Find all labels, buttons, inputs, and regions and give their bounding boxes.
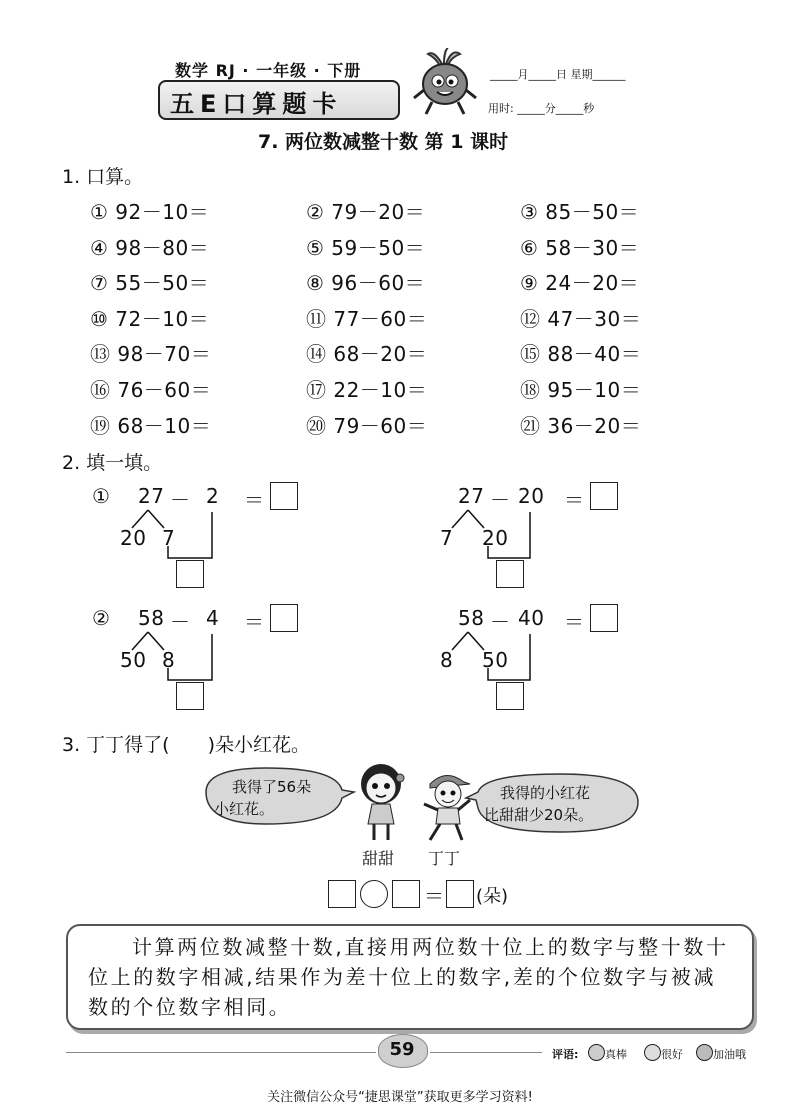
rating-face-good-icon[interactable] (644, 1044, 661, 1061)
section3-title: 3. 丁丁得了( )朵小红花。 (62, 734, 310, 756)
unit-label: (朵) (476, 886, 509, 907)
rating-label: 评语: (552, 1048, 579, 1061)
tip-text-content: 计算两位数减整十数,直接用两位数十位上的数字与整十数十位上的数字相减,结果作为差十位上的数字,差的个位数字与被减数的个位数字相同。 (88, 935, 729, 1019)
minus-sign: － (490, 610, 511, 634)
oral-calc-item: ⑯ 76－60＝ (90, 378, 212, 402)
subtrahend: 2 (206, 484, 220, 508)
minus-sign: － (490, 488, 511, 512)
result-box[interactable] (270, 482, 298, 510)
oral-calc-item: ⑩ 72－10＝ (90, 306, 210, 331)
split-part-right: 50 (482, 648, 509, 672)
footer-rule-right (430, 1052, 542, 1053)
oral-calc-item: ⑮ 88－40＝ (520, 342, 642, 367)
promo-text: 关注微信公众号“捷思课堂”获取更多学习资料! (267, 1090, 533, 1105)
oral-calc-item: ⑳ 79－60＝ (306, 413, 428, 438)
problem-marker-2: ② (92, 606, 111, 630)
minuend: 27 (138, 484, 165, 508)
oral-calc-item: ⑨ 24－20＝ (520, 271, 640, 296)
oral-calc-item: ⑧ 96－60＝ (306, 271, 426, 296)
split-connector-lines (440, 628, 580, 688)
rating-try-harder: 加油哦 (713, 1048, 746, 1061)
split-part-left: 20 (120, 526, 147, 550)
minuend: 58 (138, 606, 165, 630)
minuend: 58 (458, 606, 485, 630)
oral-calc-item: ② 79－20＝ (306, 200, 426, 224)
card-title: 五E口算题卡 (170, 90, 343, 118)
answer-box-3[interactable] (446, 880, 474, 908)
page-number: 59 (389, 1039, 415, 1060)
operator-circle[interactable] (360, 880, 388, 908)
bubble-left-line2: 小红花。 (214, 800, 275, 818)
oral-calc-item: ⑫ 47－30＝ (520, 306, 642, 331)
bubble-left-text (214, 776, 311, 820)
rating-good: 很好 (661, 1048, 683, 1061)
oral-calc-item: ⑬ 98－70＝ (90, 342, 212, 367)
section2-title: 2. 填一填。 (62, 452, 163, 474)
equals-sign: ＝ (244, 610, 265, 634)
rating-face-try-icon[interactable] (696, 1044, 713, 1061)
subject-label: 数学 RJ · 一年级 · 下册 (175, 61, 362, 80)
date-line: _____月_____日 星期______ (490, 68, 626, 81)
boy-dingding-icon (416, 770, 476, 842)
oral-calc-item: ④ 98－80＝ (90, 235, 210, 260)
footer-rule-left (66, 1052, 376, 1053)
oral-calc-item: ⑰ 22－10＝ (306, 378, 428, 402)
subtrahend: 40 (518, 606, 545, 630)
bubble-right-line1: 我得的小红花 (500, 784, 591, 802)
split-part-left: 7 (440, 526, 454, 550)
split-part-left: 50 (120, 648, 147, 672)
oral-calc-item: ⑪ 77－60＝ (306, 306, 428, 331)
equals-sign: ＝ (244, 488, 265, 512)
oral-calc-item: ⑲ 68－10＝ (90, 413, 212, 438)
name-tiantian: 甜甜 (362, 849, 395, 868)
result-box[interactable] (590, 482, 618, 510)
name-dingding: 丁丁 (428, 849, 461, 868)
bubble-right-text (484, 782, 593, 826)
split-connector-lines (440, 506, 580, 566)
rating-great: 真棒 (605, 1048, 627, 1061)
oral-calc-item: ⑭ 68－20＝ (306, 342, 428, 367)
time-line: 用时: _____分_____秒 (488, 102, 595, 115)
bubble-left-line1: 我得了56朵 (232, 778, 312, 796)
split-part-right: 20 (482, 526, 509, 550)
oral-calc-item: ⑱ 95－10＝ (520, 378, 642, 402)
split-connector-lines (120, 628, 260, 688)
equals-sign: ＝ (564, 610, 585, 634)
rating-face-great-icon[interactable] (588, 1044, 605, 1061)
split-connector-lines (120, 506, 260, 566)
oral-calc-item: ⑤ 59－50＝ (306, 235, 426, 260)
subtrahend: 4 (206, 606, 220, 630)
oral-calc-item: ⑦ 55－50＝ (90, 271, 210, 296)
beet-mascot-icon (408, 48, 480, 122)
result-box[interactable] (270, 604, 298, 632)
tip-text (88, 932, 736, 1022)
result-box[interactable] (590, 604, 618, 632)
minus-sign: － (170, 488, 191, 512)
oral-calc-item: ① 92－10＝ (90, 200, 210, 224)
minuend: 27 (458, 484, 485, 508)
answer-box-2[interactable] (392, 880, 420, 908)
oral-calc-item: ㉑ 36－20＝ (520, 413, 642, 438)
equals-sign: ＝ (564, 488, 585, 512)
lesson-title: 7. 两位数减整十数 第 1 课时 (258, 131, 509, 153)
oral-calc-item: ③ 85－50＝ (520, 200, 640, 224)
split-part-right: 7 (162, 526, 176, 550)
split-part-left: 8 (440, 648, 454, 672)
equals-sign: ＝ (424, 884, 444, 908)
bubble-right-line2: 比甜甜少20朵。 (484, 806, 594, 824)
subtrahend: 20 (518, 484, 545, 508)
section1-title: 1. 口算。 (62, 166, 144, 188)
split-part-right: 8 (162, 648, 176, 672)
girl-tiantian-icon (350, 760, 412, 842)
problem-marker-1: ① (92, 484, 111, 508)
answer-box-1[interactable] (328, 880, 356, 908)
minus-sign: － (170, 610, 191, 634)
oral-calc-item: ⑥ 58－30＝ (520, 235, 640, 260)
